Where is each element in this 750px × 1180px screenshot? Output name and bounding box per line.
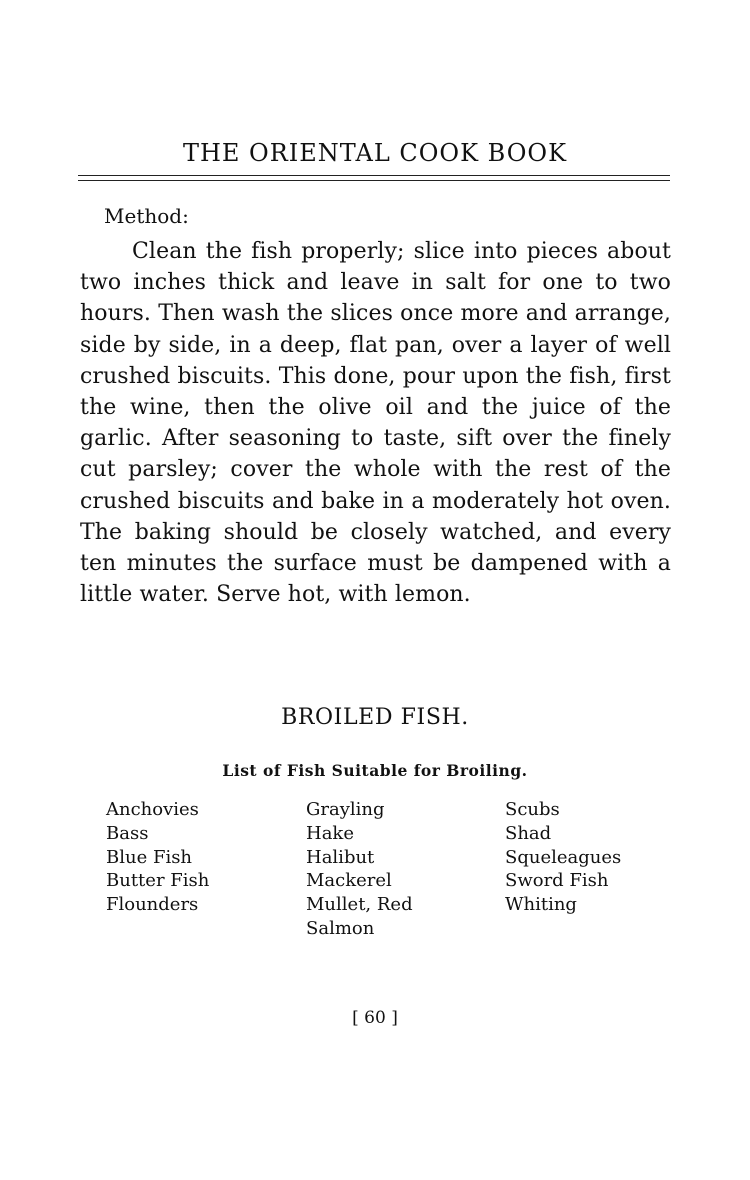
fish-list-item: Shad bbox=[505, 822, 552, 844]
fish-list-item: Squeleagues bbox=[505, 846, 622, 868]
method-label: Method: bbox=[104, 204, 189, 228]
section-title: BROILED FISH. bbox=[281, 705, 469, 730]
fish-list-item: Grayling bbox=[306, 799, 385, 820]
fish-list-item: Anchovies bbox=[106, 799, 199, 820]
fish-list-item: Hake bbox=[306, 822, 354, 844]
fish-list-column-3 bbox=[505, 798, 621, 917]
fish-list-item: Blue Fish bbox=[106, 846, 193, 868]
fish-list-item: Bass bbox=[106, 822, 149, 844]
fish-list-item: Mackerel bbox=[306, 870, 392, 892]
header-rule bbox=[78, 175, 670, 176]
fish-list-item: Scubs bbox=[505, 799, 560, 820]
fish-list-column-1 bbox=[106, 798, 209, 917]
fish-list-item: Halibut bbox=[306, 846, 375, 868]
fish-list-item: Flounders bbox=[106, 894, 199, 916]
fish-list-item: Mullet, Red bbox=[306, 894, 413, 916]
fish-list-item: Sword Fish bbox=[505, 870, 609, 892]
method-paragraph: Clean the fish properly; slice into pieces about two inches thick and leave in salt for one to two hours. Then wash the slices once more and arrange, side by side, in a deep, flat pan, over a layer of well crushed biscuits. This done, pour upon the fish, first the wine, then the olive oil and the juice of the garlic. After seasoning to taste, sift over the finely cut parsley; cover the whole with the rest of the crushed biscuits and bake in a moderately hot oven. The baking should be closely watched, and every ten minutes the surface must be dampened with a little water. Serve hot, with lemon. bbox=[80, 239, 671, 608]
running-head: THE ORIENTAL COOK BOOK bbox=[182, 139, 568, 167]
fish-list-item: Whiting bbox=[505, 894, 577, 916]
list-heading: List of Fish Suitable for Broiling. bbox=[222, 761, 528, 780]
page-number: [ 60 ] bbox=[352, 1008, 398, 1028]
header-rule-thin bbox=[78, 180, 670, 181]
fish-list-column-2 bbox=[306, 798, 413, 941]
fish-list-item: Butter Fish bbox=[106, 870, 210, 892]
fish-list-item: Salmon bbox=[306, 917, 375, 939]
